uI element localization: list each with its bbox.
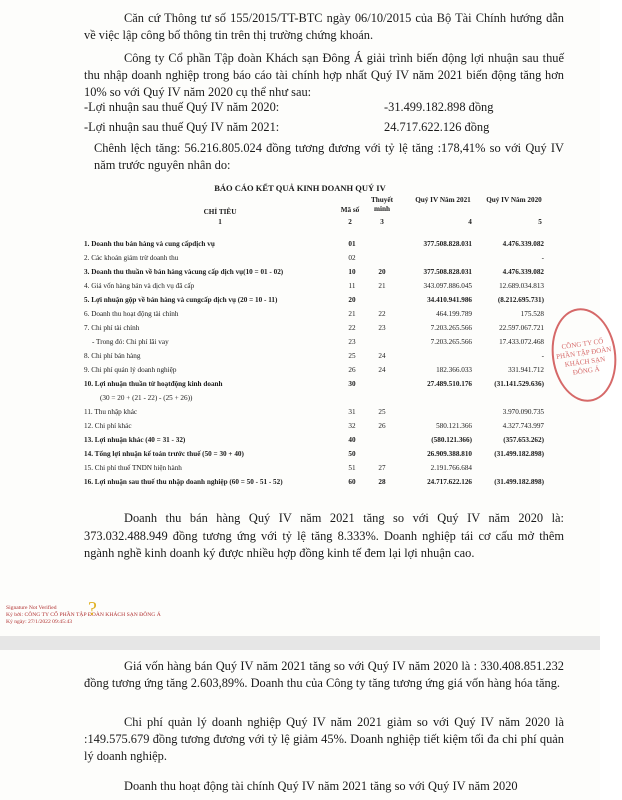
row-name: 14. Tổng lợi nhuận kế toán trước thuế (50 = 30 + 40)	[84, 450, 244, 458]
profit-2021-row	[84, 120, 564, 137]
table-row	[84, 252, 544, 264]
table-row	[84, 434, 544, 446]
header-chi-tieu: CHỈ TIÊU	[203, 208, 237, 216]
header-ma-so: Mã số	[340, 206, 360, 214]
row-code: 50	[348, 450, 356, 458]
table-row	[84, 364, 544, 376]
row-note: 22	[378, 310, 386, 318]
row-q4-2021: 377.508.828.031	[423, 268, 472, 276]
header-thuyet-minh: Thuyết minh	[371, 196, 393, 213]
row-note: 24	[378, 352, 386, 360]
page-separator	[0, 636, 600, 650]
table-row	[84, 280, 544, 292]
row-code: 11	[348, 282, 356, 290]
row-name: 10. Lợi nhuận thuần từ hoạtđộng kinh doanh	[84, 380, 223, 388]
header-num-2: 2	[348, 218, 352, 226]
cogs-paragraph: Giá vốn hàng bán Quý IV năm 2021 tăng so với Quý IV năm 2020 là : 330.408.851.232 đồng tương ứng tăng 2.603,89%. Doanh thu của Công ty tăng tương ứng giá vốn hàng hóa tăng.	[84, 659, 564, 690]
row-note: 24	[378, 366, 386, 374]
row-q4-2020: 331.941.712	[508, 366, 544, 374]
row-q4-2021: 27.489.510.176	[427, 380, 472, 388]
table-row	[84, 378, 544, 390]
row-code: 51	[348, 464, 356, 472]
table-row	[84, 238, 544, 250]
row-code: 60	[348, 478, 356, 486]
signature-question-icon: ?	[88, 598, 97, 620]
row-q4-2021: 26.909.388.810	[427, 450, 472, 458]
table-row	[84, 336, 544, 348]
row-q4-2021: 343.097.886.045	[423, 282, 472, 290]
row-q4-2020: (357.653.262)	[503, 436, 544, 444]
row-code: 01	[348, 240, 356, 248]
explanation-paragraph: Công ty Cổ phần Tập đoàn Khách sạn Đông Á giải trình biến động lợi nhuận sau thuế thu nhập doanh nghiệp trong báo cáo tài chính hợp nhất Quý IV năm 2021 biến động tăng hơn 10% so với Quý IV năm 2020 cụ thể như sau:	[84, 51, 564, 99]
row-q4-2020: 175.528	[520, 310, 544, 318]
header-num-4: 4	[468, 218, 472, 226]
revenue-paragraph: Doanh thu bán hàng Quý IV năm 2021 tăng so với Quý IV năm 2020 là: 373.032.488.949 đồng tương ứng với tỷ lệ tăng 8.333%. Doanh nghiệp tái cơ cấu mở thêm ngành nghề kinh doanh ký được nhiều hợp đồng kinh tế đem lại lợi nhuận cao.	[84, 511, 564, 560]
row-name: 4. Giá vốn hàng bán và dịch vụ đã cấp	[84, 282, 195, 290]
header-num-3: 3	[380, 218, 384, 226]
row-code: 25	[348, 352, 356, 360]
table-row	[84, 476, 544, 488]
table-row	[84, 406, 544, 418]
row-code: 20	[348, 296, 356, 304]
row-q4-2020: 22.597.067.721	[499, 324, 544, 332]
document-page-2	[0, 650, 600, 800]
row-code: 21	[348, 310, 356, 318]
table-row	[84, 392, 544, 404]
row-name: 7. Chi phí tài chính	[84, 324, 140, 332]
row-q4-2020: (31.499.182.898)	[494, 478, 544, 486]
row-note: 28	[378, 478, 386, 486]
table-row	[84, 420, 544, 432]
row-q4-2021: 24.717.622.126	[427, 478, 472, 486]
row-code: 31	[348, 408, 356, 416]
row-q4-2020: (8.212.695.731)	[497, 296, 544, 304]
profit-2020-label: -Lợi nhuận sau thuế Quý IV năm 2020:	[84, 100, 280, 114]
row-q4-2021: 34.410.941.986	[427, 296, 472, 304]
row-q4-2020: (31.499.182.898)	[494, 450, 544, 458]
digital-signature	[6, 605, 166, 626]
profit-2021-label: -Lợi nhuận sau thuế Quý IV năm 2021:	[84, 120, 280, 134]
signature-line-2: Ký bởi: CÔNG TY CỔ PHẦN TẬP ĐOÀN KHÁCH SẠN ĐÔNG Á	[6, 612, 161, 618]
row-code: 26	[348, 366, 356, 374]
row-q4-2021: 377.508.828.031	[423, 240, 472, 248]
row-q4-2020: 4.476.339.082	[502, 268, 544, 276]
header-num-1: 1	[218, 218, 222, 226]
row-code: 40	[348, 436, 356, 444]
row-code: 32	[348, 422, 356, 430]
row-name: 2. Các khoản giảm trừ doanh thu	[84, 254, 179, 262]
header-q4-2021: Quý IV Năm 2021	[415, 196, 471, 204]
row-note: 20	[378, 268, 386, 276]
table-title: BÁO CÁO KẾT QUẢ KINH DOANH QUÝ IV	[214, 183, 386, 193]
row-code: 10	[348, 268, 356, 276]
row-q4-2021: 7.203.265.566	[430, 324, 472, 332]
financial-revenue-paragraph: Doanh thu hoạt động tài chính Quý IV năm 2021 tăng so với Quý IV năm 2020	[124, 779, 518, 793]
legal-basis-paragraph: Căn cứ Thông tư số 155/2015/TT-BTC ngày 06/10/2015 của Bộ Tài Chính hướng dẫn về việc lập công bố thông tin trên thị trường chứng khoán.	[84, 11, 564, 42]
table-row	[84, 308, 544, 320]
row-code: 30	[348, 380, 356, 388]
row-note: 21	[378, 282, 386, 290]
difference-paragraph: Chênh lệch tăng: 56.216.805.024 đồng tương đương với tỷ lệ tăng :178,41% so với Quý IV năm trước nguyên nhân do:	[94, 141, 564, 172]
row-q4-2021: 464.199.789	[436, 310, 472, 318]
table-row	[84, 462, 544, 474]
table-row	[84, 350, 544, 362]
admin-cost-paragraph: Chi phí quản lý doanh nghiệp Quý IV năm 2021 giảm so với Quý IV năm 2020 là :149.575.679 đồng tương đương với tỷ lệ giảm 45%. Doanh nghiệp tiết kiệm tối đa chi phí quản lý doanh nghiệp.	[84, 715, 564, 763]
row-name: 11. Thu nhập khác	[84, 408, 138, 416]
row-name: 12. Chi phí khác	[84, 422, 132, 430]
table-row	[84, 448, 544, 460]
table-row	[84, 294, 544, 306]
table-row	[84, 322, 544, 334]
signature-line-1: Signature Not Verified	[6, 605, 57, 611]
row-note: 26	[378, 422, 386, 430]
row-name: 1. Doanh thu bán hàng và cung cấpdịch vụ	[84, 240, 215, 248]
row-note: 23	[378, 324, 386, 332]
row-name: 3. Doanh thu thuần về bán hàng vàcung cấp dịch vụ(10 = 01 - 02)	[84, 268, 284, 276]
row-q4-2020: -	[541, 254, 544, 262]
row-name: 6. Doanh thu hoạt động tài chính	[84, 310, 179, 318]
row-q4-2020: 4.327.743.997	[502, 422, 544, 430]
row-q4-2021: 2.191.766.684	[430, 464, 472, 472]
row-code: 22	[348, 324, 356, 332]
row-name: 15. Chi phí thuế TNDN hiện hành	[84, 464, 182, 472]
row-q4-2020: 12.689.034.813	[499, 282, 544, 290]
row-q4-2021: 182.366.033	[436, 366, 472, 374]
header-num-5: 5	[538, 218, 542, 226]
row-q4-2020: 3.970.090.735	[502, 408, 544, 416]
header-q4-2020: Quý IV Năm 2020	[486, 196, 542, 204]
table-row	[84, 266, 544, 278]
row-code: 02	[348, 254, 356, 262]
row-q4-2021: (580.121.366)	[431, 436, 472, 444]
row-name: 16. Lợi nhuận sau thuế thu nhập doanh nghiệp (60 = 50 - 51 - 52)	[84, 478, 283, 486]
profit-2021-value: 24.717.622.126 đồng	[384, 120, 490, 134]
row-name: 9. Chi phí quản lý doanh nghiệp	[84, 366, 177, 374]
row-name: 5. Lợi nhuận gộp về bán hàng và cungcấp dịch vụ (20 = 10 - 11)	[84, 296, 278, 304]
row-q4-2020: 17.433.072.468	[499, 338, 544, 346]
row-name: (30 = 20 + (21 - 22) - (25 + 26))	[100, 394, 193, 402]
row-name: 8. Chi phí bán hàng	[84, 352, 141, 360]
company-seal: CÔNG TY CỔ PHẦN TẬP ĐOÀN KHÁCH SẠN ĐÔNG Á	[546, 304, 622, 406]
profit-2020-row	[84, 100, 564, 117]
profit-2020-value: -31.499.182.898 đồng	[384, 100, 494, 114]
row-code: 23	[348, 338, 356, 346]
row-q4-2020: -	[541, 352, 544, 360]
row-note: 25	[378, 408, 386, 416]
row-q4-2021: 580.121.366	[436, 422, 472, 430]
row-name: 13. Lợi nhuận khác (40 = 31 - 32)	[84, 436, 186, 444]
row-q4-2020: (31.141.529.636)	[494, 380, 544, 388]
row-note: 27	[378, 464, 386, 472]
row-q4-2021: 7.203.265.566	[430, 338, 472, 346]
signature-line-3: Ký ngày: 27/1/2022 09:45:43	[6, 619, 73, 625]
row-name: - Trong đó: Chi phí lãi vay	[92, 338, 169, 346]
row-q4-2020: 4.476.339.082	[502, 240, 544, 248]
